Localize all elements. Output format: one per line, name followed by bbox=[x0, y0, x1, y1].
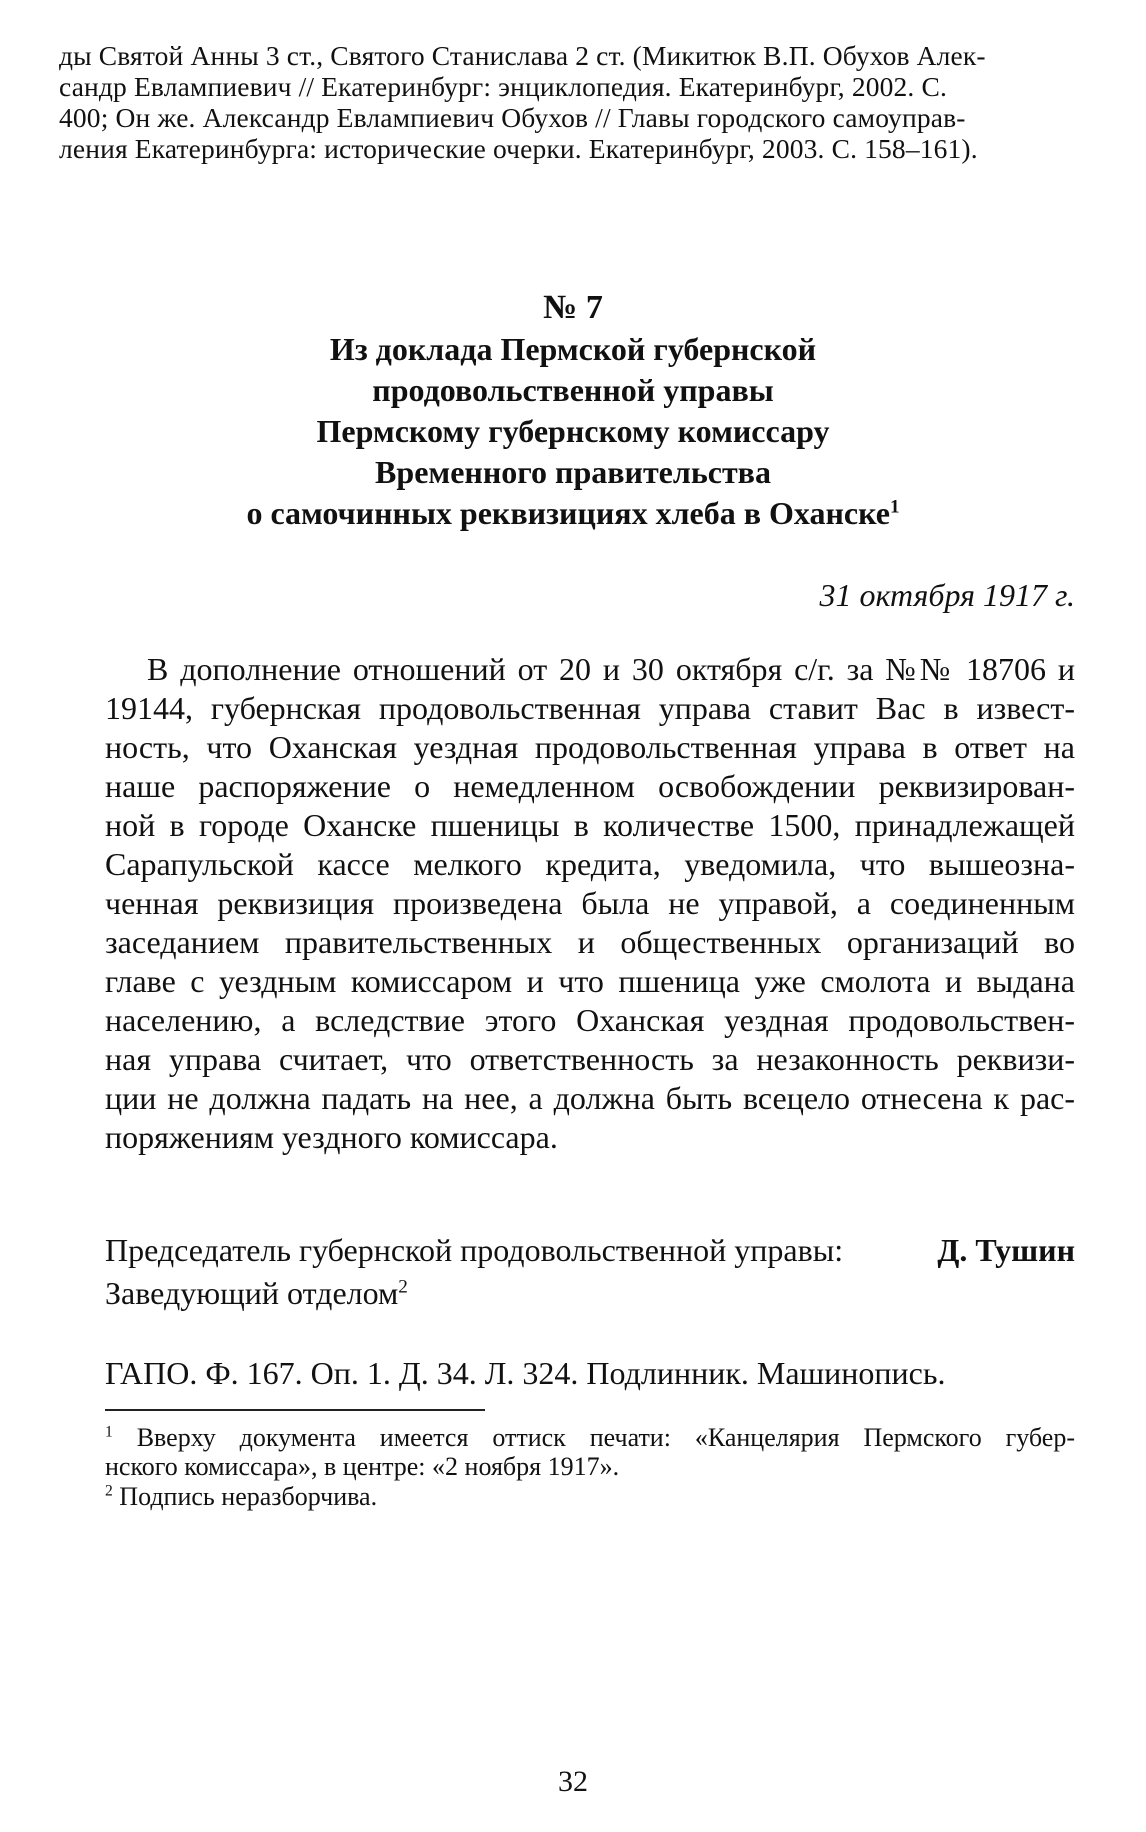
footnote-text: Подпись неразборчива. bbox=[119, 1482, 378, 1511]
chair-signature bbox=[105, 1232, 1075, 1269]
title-line: Пермскому губернскому комиссару bbox=[316, 413, 830, 449]
archive-reference: ГАПО. Ф. 167. Оп. 1. Д. 34. Л. 324. Подлинник. Машинопись. bbox=[105, 1355, 946, 1391]
body-line: В дополнение отношений от 20 и 30 октября с/г. за №№ 18706 и bbox=[147, 651, 1075, 687]
document-number: № 7 bbox=[543, 289, 603, 326]
body-line: населению, а вследствие этого Оханская уездная продовольствен- bbox=[105, 1002, 1075, 1038]
title-line: продовольственной управы bbox=[372, 372, 774, 408]
footnote-2 bbox=[105, 1482, 1075, 1511]
carryover-line: сандр Евлампиевич // Екатеринбург: энциклопедия. Екатеринбург, 2002. С. bbox=[59, 71, 948, 102]
head-signature bbox=[105, 1275, 408, 1312]
footnote-line: нского комиссара», в центре: «2 ноября 1917». bbox=[105, 1452, 620, 1481]
document-heading bbox=[0, 287, 1146, 534]
head-label: Заведующий отделом bbox=[105, 1275, 399, 1311]
chair-label: Председатель губернской продовольственной управы: bbox=[105, 1232, 844, 1268]
body-line: Сарапульской кассе мелкого кредита, уведомила, что вышеозна- bbox=[105, 846, 1075, 882]
footnote-text: Вверху документа имеется оттиск печати: «Канцелярия Пермского губер- bbox=[136, 1423, 1076, 1452]
footnote-mark: 2 bbox=[398, 1276, 408, 1298]
body-line: ная управа считает, что ответственность за незаконность реквизи- bbox=[105, 1041, 1075, 1077]
body-line: ной в городе Оханске пшеницы в количестве 1500, принадлежащей bbox=[105, 807, 1075, 843]
title-line: о самочинных реквизициях хлеба в Оханске bbox=[246, 495, 890, 531]
body-text bbox=[105, 650, 1075, 1157]
footnote-divider bbox=[105, 1409, 485, 1411]
carryover-line: ления Екатеринбурга: исторические очерки. Екатеринбург, 2003. С. 158–161). bbox=[59, 133, 978, 164]
body-line: поряжениям уездного комиссара. bbox=[105, 1119, 558, 1155]
body-line: заседанием правительственных и общественных организаций во bbox=[105, 924, 1075, 960]
body-line: ность, что Оханская уездная продовольственная управа в ответ на bbox=[105, 729, 1075, 765]
footnote-line bbox=[105, 1423, 1075, 1452]
carryover-footnote-text bbox=[59, 40, 1069, 164]
footnote-line bbox=[105, 1482, 1075, 1511]
footnote-mark: 1 bbox=[105, 1423, 113, 1441]
document-date: 31 октября 1917 г. bbox=[819, 577, 1075, 613]
body-line: 19144, губернская продовольственная управа ставит Вас в извест- bbox=[105, 690, 1075, 726]
footnote-mark: 2 bbox=[105, 1482, 113, 1500]
body-line: ции не должна падать на нее, а должна быть всецело отнесена к рас- bbox=[105, 1080, 1075, 1116]
footnote-mark: 1 bbox=[889, 496, 900, 518]
page-number: 32 bbox=[558, 1765, 588, 1798]
body-line: ченная реквизиция произведена была не управой, а соединенным bbox=[105, 885, 1075, 921]
body-line: наше распоряжение о немедленном освобождении реквизирован- bbox=[105, 768, 1075, 804]
title-line: Из доклада Пермской губернской bbox=[329, 331, 817, 367]
body-line: главе с уездным комиссаром и что пшеница уже смолота и выдана bbox=[105, 963, 1075, 999]
title-line: Временного правительства bbox=[375, 454, 771, 490]
chair-name: Д. Тушин bbox=[937, 1232, 1075, 1268]
title-line-last bbox=[0, 493, 1146, 534]
footnote-1 bbox=[105, 1423, 1075, 1481]
carryover-line: ды Святой Анны 3 ст., Святого Станислава 2 ст. (Микитюк В.П. Обухов Алек- bbox=[59, 40, 986, 71]
carryover-line: 400; Он же. Александр Евлампиевич Обухов // Главы городского самоуправ- bbox=[59, 102, 966, 133]
